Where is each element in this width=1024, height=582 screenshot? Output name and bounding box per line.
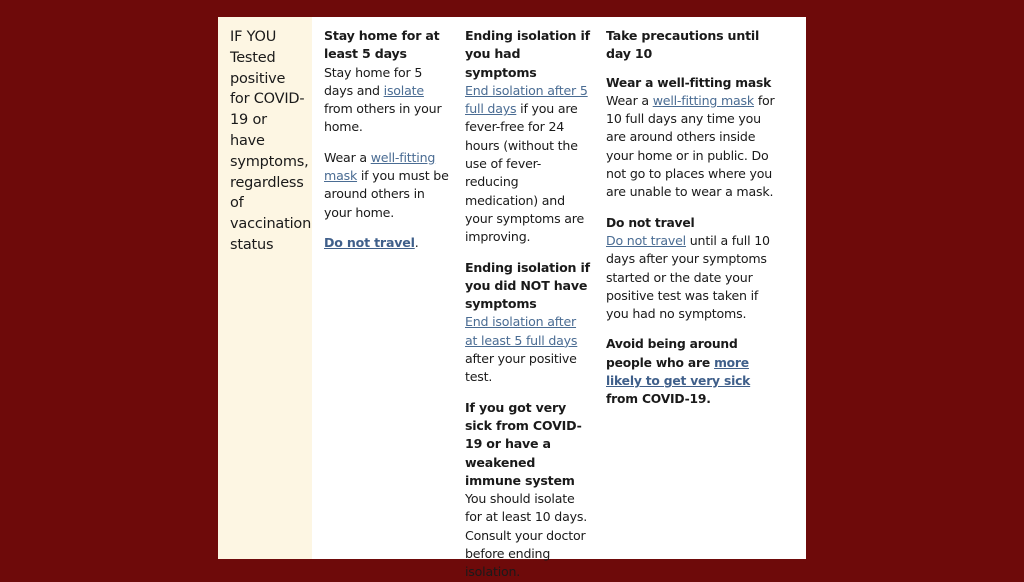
very-sick-heading: If you got very sick from COVID-19 or have a weakened immune system [465, 399, 582, 488]
very-sick-text: You should isolate for at least 10 days. Consult your doctor before ending isolation. [465, 491, 588, 580]
criteria-column [218, 17, 312, 559]
ending-isolation-no-symptoms-text: End isolation after at least 5 full days after your positive test. [465, 314, 578, 385]
precautions-heading: Take precautions until day 10 [606, 28, 760, 62]
mask-at-home-paragraph: Wear a well-fitting mask if you must be around others in your home. [324, 149, 449, 220]
mask-subheading: Wear a well-fitting mask [606, 75, 772, 90]
well-fitting-mask-link-2[interactable]: well-fitting mask [652, 92, 755, 108]
guidance-slide [218, 17, 806, 580]
well-fitting-mask-link[interactable]: well-fitting mask [324, 149, 436, 184]
more-likely-sick-link[interactable]: more likely to get very sick [606, 355, 751, 389]
ending-isolation-column [453, 17, 594, 580]
mask-paragraph: Wear a well-fitting mask for 10 full days any time you are around others inside your home or in public. Do not go to places where you are unable to wear a mask. [606, 92, 775, 200]
ending-isolation-symptoms-text: End isolation after 5 full days if you are fever-free for 24 hours (without the use of fever-reducing medication) and your symptoms are improving. [465, 82, 588, 245]
isolate-link[interactable]: isolate [383, 82, 424, 98]
stay-home-heading: Stay home for at least 5 days [324, 28, 440, 62]
avoid-people-paragraph: Avoid being around people who are more likely to get very sick from COVID-19. [606, 337, 751, 407]
precautions-column [594, 17, 806, 559]
do-not-travel-paragraph: Do not travel. [324, 234, 419, 250]
ending-isolation-no-symptoms-heading: Ending isolation if you did NOT have symptoms [465, 259, 590, 312]
travel-subheading: Do not travel [606, 215, 695, 230]
travel-paragraph: Do not travel until a full 10 days after your symptoms started or the date your positive test was taken if you had no symptoms. [606, 232, 770, 322]
stay-home-column [312, 17, 453, 559]
do-not-travel-link-2[interactable]: Do not travel [606, 232, 686, 248]
end-isolation-at-least-5-days-link[interactable]: End isolation after at least 5 full days [465, 314, 578, 348]
do-not-travel-link[interactable]: Do not travel [324, 234, 415, 250]
stay-home-paragraph: Stay home for 5 days and isolate from others in your home. [324, 64, 442, 135]
end-isolation-5-days-link[interactable]: End isolation after 5 full days [465, 82, 588, 117]
ending-isolation-symptoms-heading: Ending isolation if you had symptoms [465, 28, 590, 80]
criteria-heading: IF YOU Tested positive for COVID-19 or have symptoms, regardless of vaccination status [230, 29, 312, 253]
